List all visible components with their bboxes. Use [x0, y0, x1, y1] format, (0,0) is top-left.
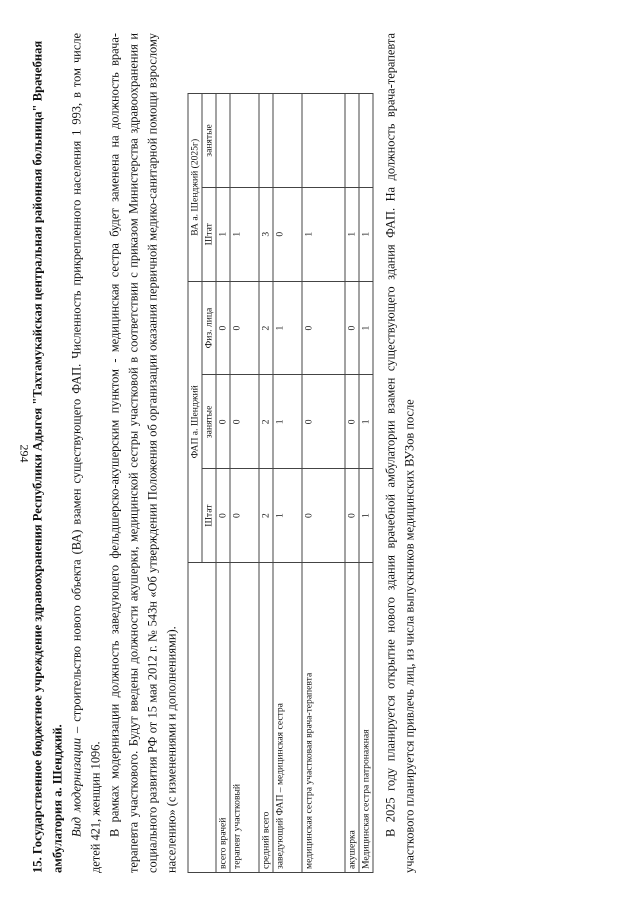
modernization-text: – строительство нового объекта (ВА) взамен существующего ФАП. Численность прикрепленного населения 1 993, в том числе детей 421, женщин 1096.: [69, 32, 103, 873]
cell: 1: [230, 187, 259, 281]
row-label: всего врачей: [216, 562, 230, 872]
cell: 0: [216, 468, 230, 562]
cell: 0: [345, 374, 359, 468]
modernization-lead: Вид модернизации: [69, 737, 84, 837]
table-row: [345, 93, 359, 872]
cell: [273, 93, 302, 187]
row-label: заведующий ФАП – медицинская сестра: [273, 562, 302, 872]
cell: 1: [359, 374, 373, 468]
sub-header: Штат: [202, 187, 216, 281]
paragraph-plan-2025: В 2025 году планируется открытие нового здания врачебной амбулатории взамен существующего здания ФАП. На должность врача-терапевта участкового планируется привлечь лиц, из числа выпускников медицинских ВУЗов после: [383, 32, 417, 873]
cell: 1: [273, 281, 302, 375]
cell: [302, 93, 345, 187]
sub-header: Штат: [202, 468, 216, 562]
cell: 1: [302, 187, 345, 281]
staffing-table: [188, 93, 374, 873]
cell: [259, 93, 273, 187]
cell: 1: [359, 281, 373, 375]
group-header-va: ВА а. Шенджий (2025г): [188, 93, 202, 281]
cell: 0: [216, 281, 230, 375]
row-label: терапевт участковый: [230, 562, 259, 872]
row-label: медицинская сестра участковая врача-терапевта: [302, 562, 345, 872]
group-header-fap: ФАП а. Шенджий: [188, 281, 202, 562]
cell: 0: [345, 281, 359, 375]
sub-header: Физ. лица: [202, 281, 216, 375]
row-label: средний всего: [259, 562, 273, 872]
cell: [216, 93, 230, 187]
table-row: [359, 93, 373, 872]
cell: [359, 93, 373, 187]
cell: 2: [259, 281, 273, 375]
cell: 0: [230, 468, 259, 562]
table-row: [273, 93, 302, 872]
table-row: [230, 93, 259, 872]
table-row: [302, 93, 345, 872]
cell: 0: [302, 468, 345, 562]
section-heading: 15. Государственное бюджетное учреждение здравоохранения Республики Адыгея "Тахтамукайская центральная районная больница" Врачебная амбулатория а. Шенджий.: [30, 40, 65, 873]
cell: 1: [345, 187, 359, 281]
sub-header: занятые: [202, 374, 216, 468]
page-number: 294: [17, 444, 32, 463]
row-label: Медицинская сестра патронажная: [359, 562, 373, 872]
cell: 3: [259, 187, 273, 281]
cell: 1: [273, 468, 302, 562]
cell: [230, 93, 259, 187]
cell: 0: [345, 468, 359, 562]
cell: 0: [302, 281, 345, 375]
cell: 0: [230, 374, 259, 468]
table-row: [259, 93, 273, 872]
cell: 1: [273, 374, 302, 468]
cell: 0: [302, 374, 345, 468]
sub-header: занятые: [202, 93, 216, 187]
cell: 2: [259, 374, 273, 468]
paragraph-staffing: В рамках модернизации должность заведующего фельдшерско-акушерским пунктом - медицинская сестра будет заменена на должность врача- терапевта участкового. Будут введены должности акушерки, медицинской сестры участковой в соответствии с приказом Министерства здравоохранения и социального развития РФ от 15 мая 2012 г. № 543н «Об утверждении Положения об организации оказания первичной медико-санитарной помощи взрослому населению» (с изменениями и дополнениями).: [107, 32, 179, 873]
cell: 1: [359, 468, 373, 562]
row-label: акушерка: [345, 562, 359, 872]
cell: 0: [216, 374, 230, 468]
rotated-page-content: [28, 33, 613, 873]
table-corner: [188, 562, 216, 872]
cell: 0: [273, 187, 302, 281]
paragraph-modernization-type: [68, 33, 106, 873]
cell: 2: [259, 468, 273, 562]
cell: [345, 93, 359, 187]
cell: 1: [359, 187, 373, 281]
table-row: [216, 93, 230, 872]
cell: 1: [216, 187, 230, 281]
cell: 0: [230, 281, 259, 375]
